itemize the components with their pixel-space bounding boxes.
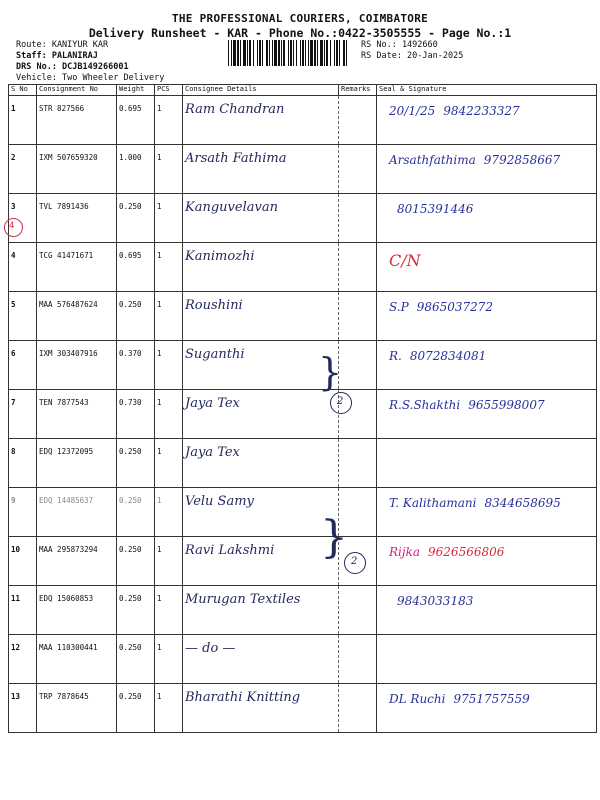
cell-remarks [339, 635, 377, 684]
rs-number: RS No.: 1492660 [361, 40, 438, 50]
cell-signature [377, 145, 597, 194]
cell-consignment: TCG 41471671 [37, 243, 117, 292]
cell-weight: 0.250 [117, 586, 155, 635]
col-consignee: Consignee Details [183, 85, 339, 96]
table-row [9, 145, 597, 194]
barcode-bar [253, 40, 254, 66]
barcode-bar [314, 40, 316, 66]
cell-remarks [339, 341, 377, 390]
cell-weight: 0.250 [117, 194, 155, 243]
cell-weight: 0.370 [117, 341, 155, 390]
cell-sno: 8 [9, 439, 37, 488]
col-signature: Seal & Signature [377, 85, 597, 96]
barcode-bar [262, 40, 263, 66]
barcode-bar [317, 40, 318, 66]
cell-consignee [183, 194, 339, 243]
cell-remarks [339, 684, 377, 733]
barcode-bar [259, 40, 261, 66]
cell-weight: 0.250 [117, 537, 155, 586]
barcode-bar [324, 40, 325, 66]
signature-handwriting: C/N [389, 251, 421, 270]
cell-consignee [183, 439, 339, 488]
cell-weight: 1.000 [117, 145, 155, 194]
vehicle-label: Vehicle: Two Wheeler Delivery [16, 73, 165, 83]
cell-signature [377, 635, 597, 684]
cell-remarks [339, 243, 377, 292]
cell-remarks [339, 96, 377, 145]
cell-sno: 13 [9, 684, 37, 733]
signature-handwriting: 20/1/25 [389, 104, 436, 118]
barcode-bar [308, 40, 309, 66]
barcode-bar [283, 40, 285, 66]
barcode-bar [336, 40, 338, 66]
barcode-bar [330, 40, 331, 66]
barcode-bar [293, 40, 294, 66]
phone-handwriting: 9843033183 [397, 594, 474, 608]
barcode-bar [305, 40, 306, 66]
cell-consignment: EDQ 15060853 [37, 586, 117, 635]
staff-label: Staff: PALANIRAJ [16, 51, 98, 61]
consignee-handwriting: Bharathi Knitting [185, 690, 301, 705]
cell-signature [377, 586, 597, 635]
cell-consignee [183, 635, 339, 684]
cell-consignee [183, 96, 339, 145]
table-row [9, 292, 597, 341]
barcode-bar [310, 40, 313, 66]
barcode-bar [288, 40, 289, 66]
cell-pcs: 1 [155, 635, 183, 684]
drs-number: DRS No.: DCJB149266001 [16, 62, 129, 72]
barcode-bar [243, 40, 246, 66]
col-sno: S No [9, 85, 37, 96]
circle-12-text: 2 [351, 556, 358, 567]
cell-consignment: EDQ 14485637 [37, 488, 117, 537]
cell-pcs: 1 [155, 96, 183, 145]
table-row [9, 341, 597, 390]
rs-date: RS Date: 20-Jan-2025 [361, 51, 464, 61]
signature-handwriting: Arsathfathima [389, 153, 476, 167]
cell-signature [377, 390, 597, 439]
cell-consignment: MAA 576487624 [37, 292, 117, 341]
barcode-bar [339, 40, 340, 66]
table-body [9, 96, 597, 733]
cell-sno: 10 [9, 537, 37, 586]
runsheet-table [8, 84, 597, 733]
cell-pcs: 1 [155, 439, 183, 488]
cell-consignment: MAA 295873294 [37, 537, 117, 586]
cell-consignee [183, 292, 339, 341]
cell-pcs: 1 [155, 586, 183, 635]
cell-signature [377, 194, 597, 243]
consignee-handwriting: Ram Chandran [185, 102, 285, 117]
cell-pcs: 1 [155, 390, 183, 439]
route-label: Route: KANIYUR KAR [16, 40, 109, 50]
consignee-handwriting: — do — [185, 641, 236, 656]
barcode-bar [334, 40, 335, 66]
cell-consignment: IXM 303407916 [37, 341, 117, 390]
cell-pcs: 1 [155, 488, 183, 537]
cell-pcs: 1 [155, 243, 183, 292]
cell-signature [377, 488, 597, 537]
cell-weight: 0.250 [117, 684, 155, 733]
cell-signature [377, 341, 597, 390]
brace-rows-11-12: } [320, 512, 348, 563]
cell-sno: 6 [9, 341, 37, 390]
barcode-bar [326, 40, 328, 66]
cell-pcs: 1 [155, 537, 183, 586]
barcode [228, 40, 348, 66]
cell-weight: 0.250 [117, 439, 155, 488]
cell-sno: 12 [9, 635, 37, 684]
signature-handwriting: R.S.Shakthi [389, 398, 461, 412]
row-4-circle-annotation [4, 218, 23, 237]
table-row [9, 194, 597, 243]
consignee-handwriting: Arsath Fathima [185, 151, 287, 166]
barcode-bar [278, 40, 280, 66]
phone-handwriting: 9842233327 [443, 104, 520, 118]
table-row [9, 390, 597, 439]
consignee-handwriting: Roushini [185, 298, 243, 313]
col-remarks: Remarks [339, 85, 377, 96]
cell-sno: 1 [9, 96, 37, 145]
cell-consignment: TVL 7891436 [37, 194, 117, 243]
cell-consignment: TEN 7877543 [37, 390, 117, 439]
brace-rows-7-8: } [318, 350, 343, 394]
cell-consignment: TRP 7878645 [37, 684, 117, 733]
barcode-bar [269, 40, 270, 66]
barcode-bar [228, 40, 229, 66]
cell-sno: 4 [9, 243, 37, 292]
cell-weight: 0.250 [117, 488, 155, 537]
barcode-bar [302, 40, 304, 66]
cell-sno: 3 [9, 194, 37, 243]
col-pcs: PCS [155, 85, 183, 96]
barcode-bar [257, 40, 258, 66]
cell-signature [377, 96, 597, 145]
table-row [9, 243, 597, 292]
runsheet-subtitle: Delivery Runsheet - KAR - Phone No.:0422-3505555 - Page No.:1 [88, 26, 512, 40]
signature-handwriting: T. Kalithamani [389, 496, 477, 510]
phone-handwriting: 8072834081 [409, 349, 487, 363]
cell-pcs: 1 [155, 145, 183, 194]
circle-8-text: 2 [337, 396, 344, 407]
table-row [9, 96, 597, 145]
phone-handwriting: 9626566806 [428, 545, 505, 559]
cell-consignment: EDQ 12372095 [37, 439, 117, 488]
barcode-bar [296, 40, 297, 66]
cell-sno: 2 [9, 145, 37, 194]
cell-remarks [339, 194, 377, 243]
cell-signature [377, 243, 597, 292]
cell-pcs: 1 [155, 292, 183, 341]
circle-4-text: 4 [9, 221, 15, 231]
group-circle-11-12 [344, 552, 366, 574]
consignee-handwriting: Suganthi [185, 347, 245, 362]
runsheet-meta-right [361, 40, 463, 62]
table-row [9, 586, 597, 635]
phone-handwriting: 9655998007 [468, 398, 545, 412]
cell-remarks [339, 586, 377, 635]
cell-consignee [183, 390, 339, 439]
cell-sno: 11 [9, 586, 37, 635]
cell-consignee [183, 684, 339, 733]
consignee-handwriting: Jaya Tex [185, 396, 240, 411]
cell-consignee [183, 243, 339, 292]
barcode-bar [274, 40, 277, 66]
phone-handwriting: 8015391446 [397, 202, 474, 216]
cell-consignee [183, 586, 339, 635]
barcode-bar [281, 40, 282, 66]
table-row [9, 439, 597, 488]
cell-remarks [339, 439, 377, 488]
consignee-handwriting: Kanimozhi [185, 249, 255, 264]
signature-handwriting: S.P [389, 300, 409, 314]
col-consignment: Consignment No [37, 85, 117, 96]
barcode-bar [290, 40, 292, 66]
cell-remarks [339, 145, 377, 194]
cell-sno: 7 [9, 390, 37, 439]
cell-consignment: MAA 110300441 [37, 635, 117, 684]
barcode-bar [247, 40, 248, 66]
cell-sno: 5 [9, 292, 37, 341]
phone-handwriting: 9865037272 [416, 300, 494, 314]
cell-weight: 0.695 [117, 96, 155, 145]
table-row [9, 635, 597, 684]
barcode-bar [249, 40, 251, 66]
consignee-handwriting: Kanguvelavan [185, 200, 278, 215]
company-title: THE PROFESSIONAL COURIERS, COIMBATORE [171, 12, 429, 25]
cell-consignee [183, 488, 339, 537]
cell-remarks [339, 292, 377, 341]
table-row [9, 537, 597, 586]
cell-consignee [183, 145, 339, 194]
consignee-handwriting: Ravi Lakshmi [185, 543, 275, 558]
cell-weight: 0.250 [117, 635, 155, 684]
cell-weight: 0.730 [117, 390, 155, 439]
barcode-bar [272, 40, 273, 66]
phone-handwriting: 9792858667 [483, 153, 561, 167]
barcode-bar [300, 40, 301, 66]
cell-weight: 0.250 [117, 292, 155, 341]
cell-pcs: 1 [155, 341, 183, 390]
cell-signature [377, 439, 597, 488]
cell-consignment: IXM 507659320 [37, 145, 117, 194]
cell-signature [377, 292, 597, 341]
table-row [9, 488, 597, 537]
cell-signature [377, 684, 597, 733]
col-weight: Weight [117, 85, 155, 96]
cell-pcs: 1 [155, 684, 183, 733]
cell-weight: 0.695 [117, 243, 155, 292]
table-header-row [9, 85, 597, 96]
signature-handwriting: R. [389, 349, 402, 363]
cell-consignment: STR 827566 [37, 96, 117, 145]
barcode-bar [237, 40, 239, 66]
barcode-bar [231, 40, 232, 66]
barcode-bar [343, 40, 345, 66]
consignee-handwriting: Velu Samy [185, 494, 254, 509]
cell-sno: 9 [9, 488, 37, 537]
cell-signature [377, 537, 597, 586]
group-circle-7-8 [330, 392, 352, 414]
table-row [9, 684, 597, 733]
consignee-handwriting: Jaya Tex [185, 445, 240, 460]
cell-pcs: 1 [155, 194, 183, 243]
signature-handwriting: Rijka [389, 545, 421, 559]
barcode-bar [320, 40, 323, 66]
phone-handwriting: 9751757559 [453, 692, 530, 706]
cell-consignee [183, 341, 339, 390]
cell-consignee [183, 537, 339, 586]
barcode-bar [346, 40, 347, 66]
runsheet-meta-left [16, 40, 164, 84]
phone-handwriting: 8344658695 [484, 496, 561, 510]
signature-handwriting: DL Ruchi [389, 692, 446, 706]
consignee-handwriting: Murugan Textiles [185, 592, 301, 607]
barcode-bar [233, 40, 236, 66]
barcode-bar [266, 40, 268, 66]
barcode-bar [240, 40, 241, 66]
